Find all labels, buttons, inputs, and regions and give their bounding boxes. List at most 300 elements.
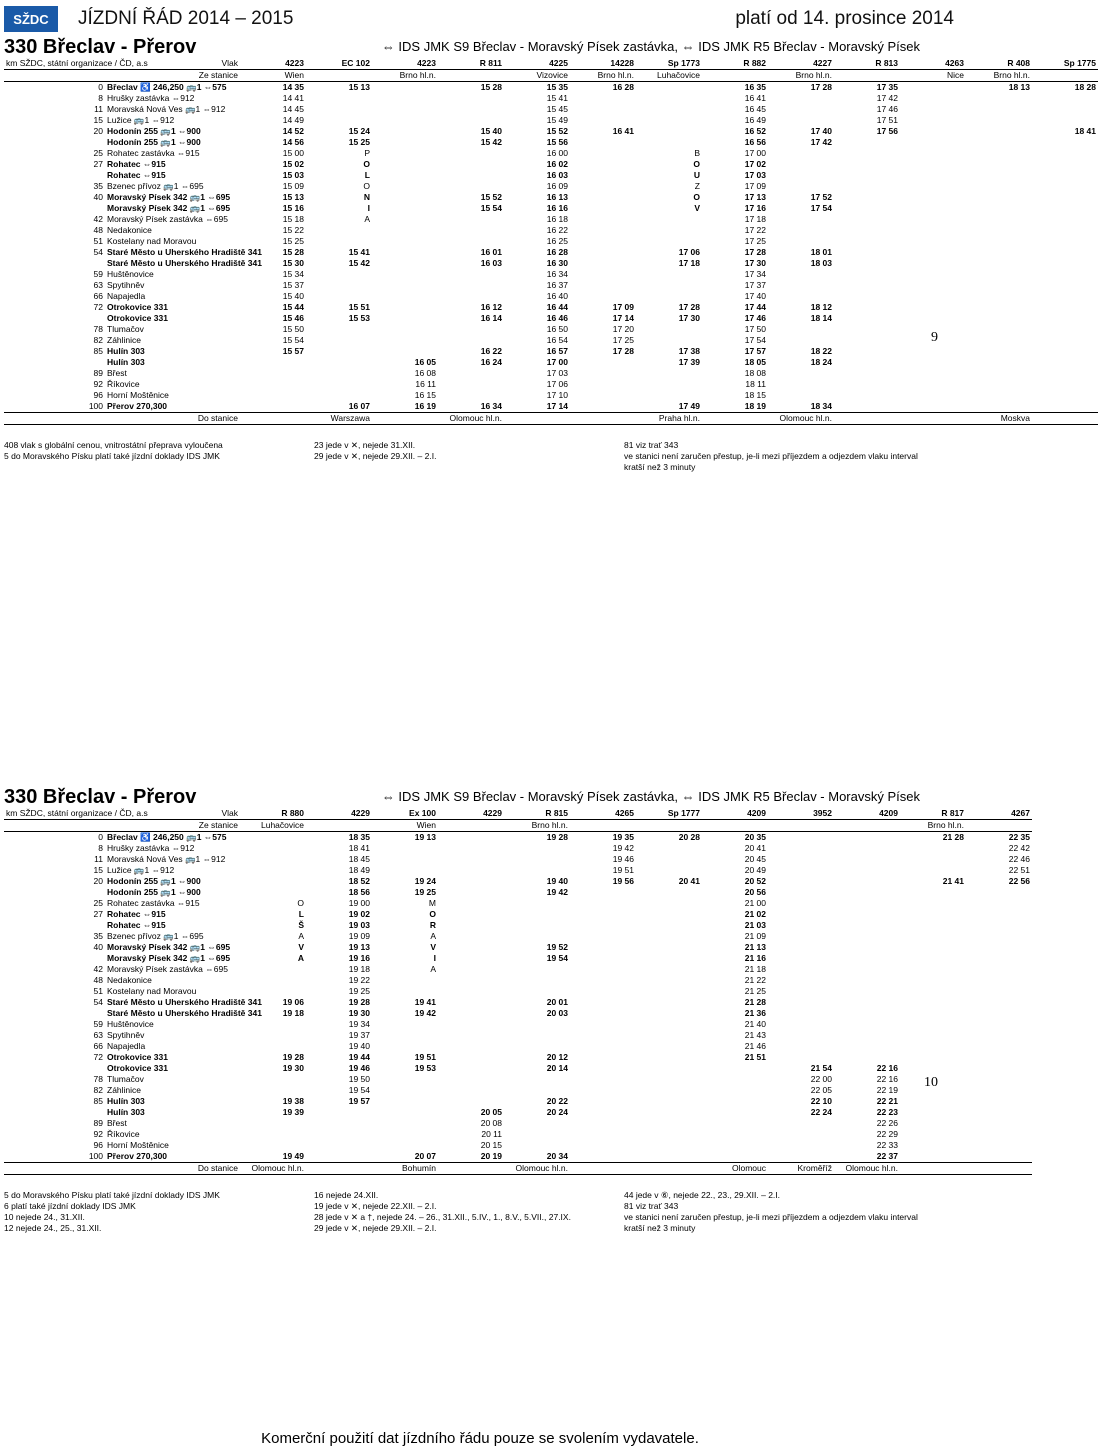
- departure-time: [570, 1129, 636, 1140]
- departure-time: [438, 931, 504, 942]
- km-value: [4, 313, 105, 324]
- departure-time: [834, 203, 900, 214]
- station-name: Hulín 303: [107, 1107, 145, 1117]
- departure-time: [900, 997, 966, 1008]
- station-row: [4, 909, 1032, 920]
- departure-time: 19 42: [612, 843, 634, 853]
- departure-time: [570, 192, 636, 203]
- departure-time: [1032, 291, 1098, 302]
- departure-time: [966, 1151, 1032, 1163]
- departure-time: [570, 280, 636, 291]
- departure-time: [504, 1019, 570, 1030]
- departure-time: [834, 1019, 900, 1030]
- departure-time: [900, 247, 966, 258]
- km-value: [4, 887, 105, 898]
- departure-time: 17 10: [546, 390, 568, 400]
- from-station: [306, 70, 372, 82]
- departure-time: 20 15: [480, 1140, 502, 1150]
- departure-time: [768, 148, 834, 159]
- station-name: Staré Město u Uherského Hradiště 341: [107, 997, 262, 1007]
- km-value: 51: [93, 236, 103, 246]
- departure-time: [966, 236, 1032, 247]
- departure-time: [240, 1085, 306, 1096]
- departure-time: [768, 1129, 834, 1140]
- departure-time: [768, 170, 834, 181]
- departure-time: [240, 1019, 306, 1030]
- station-name: Otrokovice 331: [107, 1063, 168, 1073]
- departure-time: [900, 1151, 966, 1163]
- departure-time: [768, 225, 834, 236]
- departure-time: 15 42: [480, 137, 502, 147]
- train-header-row: [4, 58, 1098, 70]
- departure-time: [966, 401, 1032, 413]
- departure-time: [834, 357, 900, 368]
- departure-time: 16 50: [546, 324, 568, 334]
- departure-time: [636, 126, 702, 137]
- km-value: 35: [93, 931, 103, 941]
- departure-time: I: [433, 953, 436, 963]
- departure-time: 20 35: [744, 832, 766, 842]
- departure-time: [900, 865, 966, 876]
- departure-time: 17 20: [612, 324, 634, 334]
- station-row: [4, 214, 1098, 225]
- departure-time: 22 23: [876, 1107, 898, 1117]
- departure-time: [570, 291, 636, 302]
- departure-time: [570, 1008, 636, 1019]
- departure-time: 18 56: [348, 887, 370, 897]
- station-name: Rohatec zastávka ⇔915: [107, 898, 200, 908]
- departure-time: [768, 997, 834, 1008]
- departure-time: [834, 247, 900, 258]
- departure-time: [504, 1074, 570, 1085]
- station-name: Rohatec ⇔915: [107, 920, 166, 930]
- station-row: [4, 931, 1032, 942]
- departure-time: [966, 1140, 1032, 1151]
- page-number-2: 10: [924, 1075, 938, 1090]
- departure-time: [900, 1118, 966, 1129]
- station-row: [4, 1140, 1032, 1151]
- departure-time: [966, 1063, 1032, 1074]
- station-row: [4, 1074, 1032, 1085]
- departure-time: [306, 225, 372, 236]
- km-value: 8: [98, 93, 103, 103]
- departure-time: [636, 1151, 702, 1163]
- departure-time: [900, 887, 966, 898]
- to-station: Olomouc hl.n.: [768, 413, 834, 425]
- from-station: Brno hl.n.: [372, 70, 438, 82]
- train-number: R 817: [900, 808, 966, 820]
- departure-time: 18 15: [744, 390, 766, 400]
- departure-time: 19 54: [348, 1085, 370, 1095]
- departure-time: Š: [298, 920, 304, 930]
- station-row: [4, 258, 1098, 269]
- departure-time: [372, 170, 438, 181]
- departure-time: 16 16: [546, 203, 568, 213]
- departure-time: [504, 909, 570, 920]
- station-name: Otrokovice 331: [107, 313, 168, 323]
- departure-time: 22 56: [1008, 876, 1030, 886]
- departure-time: 19 18: [282, 1008, 304, 1018]
- departure-time: [1032, 214, 1098, 225]
- departure-time: [1032, 159, 1098, 170]
- departure-time: [966, 291, 1032, 302]
- departure-time: 19 56: [612, 876, 634, 886]
- km-value: 82: [93, 1085, 103, 1095]
- departure-time: [768, 390, 834, 401]
- station-name: Hodonín 255 🚌1 ⇔900: [107, 137, 201, 147]
- to-station: [900, 1163, 966, 1175]
- departure-time: [306, 379, 372, 390]
- departure-time: 15 51: [348, 302, 370, 312]
- departure-time: [834, 170, 900, 181]
- departure-time: [306, 324, 372, 335]
- departure-time: [372, 181, 438, 192]
- departure-time: 22 26: [876, 1118, 898, 1128]
- departure-time: 19 46: [612, 854, 634, 864]
- station-name: Hodonín 255 🚌1 ⇔900: [107, 876, 201, 886]
- departure-time: [570, 401, 636, 413]
- departure-time: [768, 214, 834, 225]
- departure-time: 16 40: [546, 291, 568, 301]
- departure-time: [834, 832, 900, 844]
- departure-time: [372, 865, 438, 876]
- departure-time: 19 03: [348, 920, 370, 930]
- km-value: 96: [93, 390, 103, 400]
- departure-time: [438, 390, 504, 401]
- departure-time: [636, 269, 702, 280]
- train-number: 4209: [702, 808, 768, 820]
- departure-time: [966, 997, 1032, 1008]
- km-value: 59: [93, 269, 103, 279]
- departure-time: [372, 258, 438, 269]
- station-row: [4, 1008, 1032, 1019]
- footnote: 23 jede v ✕, nejede 31.XII.: [314, 440, 416, 450]
- station-row: [4, 975, 1032, 986]
- departure-time: [1032, 390, 1098, 401]
- departure-time: 14 52: [282, 126, 304, 136]
- departure-time: 20 03: [546, 1008, 568, 1018]
- station-row: [4, 192, 1098, 203]
- departure-time: 19 54: [546, 953, 568, 963]
- departure-time: [1032, 346, 1098, 357]
- departure-time: [768, 1019, 834, 1030]
- departure-time: [240, 854, 306, 865]
- departure-time: 17 46: [744, 313, 766, 323]
- departure-time: [438, 1052, 504, 1063]
- departure-time: [306, 1140, 372, 1151]
- departure-time: 16 41: [744, 93, 766, 103]
- departure-time: [570, 269, 636, 280]
- departure-time: 19 25: [414, 887, 436, 897]
- departure-time: 21 09: [744, 931, 766, 941]
- departure-time: 18 08: [744, 368, 766, 378]
- to-station: [504, 413, 570, 425]
- km-value: 25: [93, 898, 103, 908]
- departure-time: [570, 170, 636, 181]
- departure-time: [1032, 269, 1098, 280]
- timetable-1: [4, 58, 1096, 425]
- departure-time: 16 34: [480, 401, 502, 411]
- departure-time: 16 09: [546, 181, 568, 191]
- station-row: [4, 159, 1098, 170]
- footnote: 5 do Moravského Písku platí také jízdní doklady IDS JMK: [4, 451, 220, 461]
- departure-time: [504, 931, 570, 942]
- departure-time: 22 29: [876, 1129, 898, 1139]
- departure-time: 18 11: [745, 379, 766, 389]
- departure-time: [834, 159, 900, 170]
- departure-time: 15 37: [282, 280, 304, 290]
- departure-time: [438, 159, 504, 170]
- train-number: EC 102: [306, 58, 372, 70]
- departure-time: 16 37: [546, 280, 568, 290]
- departure-time: [1032, 181, 1098, 192]
- departure-time: [438, 1041, 504, 1052]
- departure-time: 18 05: [744, 357, 766, 367]
- departure-time: [966, 324, 1032, 335]
- departure-time: [900, 898, 966, 909]
- station-name: Záhlinice: [107, 335, 142, 345]
- to-station: Olomouc hl.n.: [240, 1163, 306, 1175]
- departure-time: [570, 887, 636, 898]
- km-value: 20: [93, 876, 103, 886]
- departure-time: [636, 1096, 702, 1107]
- departure-time: I: [367, 203, 370, 213]
- km-value: 48: [93, 975, 103, 985]
- departure-time: [504, 898, 570, 909]
- departure-time: [834, 1008, 900, 1019]
- departure-time: [900, 192, 966, 203]
- km-value: 42: [93, 964, 103, 974]
- notes-column: [4, 440, 304, 462]
- departure-time: [900, 1096, 966, 1107]
- departure-time: 21 28: [942, 832, 964, 842]
- departure-time: 19 57: [348, 1096, 370, 1106]
- km-value: 42: [93, 214, 103, 224]
- departure-time: [966, 368, 1032, 379]
- departure-time: 16 28: [546, 247, 568, 257]
- departure-time: [636, 390, 702, 401]
- departure-time: 22 00: [810, 1074, 832, 1084]
- station-name: Napajedla: [107, 291, 146, 301]
- departure-time: [1032, 379, 1098, 390]
- notes-1: [4, 440, 934, 480]
- departure-time: 17 54: [810, 203, 832, 213]
- departure-time: 21 40: [744, 1019, 766, 1029]
- departure-time: [768, 931, 834, 942]
- departure-time: 21 02: [744, 909, 766, 919]
- km-value: [4, 1008, 105, 1019]
- departure-time: 20 12: [546, 1052, 568, 1062]
- departure-time: [438, 1063, 504, 1074]
- departure-time: 17 00: [546, 357, 568, 367]
- departure-time: [372, 1074, 438, 1085]
- to-station: [372, 413, 438, 425]
- departure-time: [1032, 401, 1098, 413]
- to-label: Do stanice: [4, 413, 240, 425]
- to-station: [636, 1163, 702, 1175]
- departure-time: 19 51: [414, 1052, 436, 1062]
- to-station: [438, 1163, 504, 1175]
- departure-time: [570, 1074, 636, 1085]
- header-label: km SŽDC, státní organizace / ČD, a.s: [4, 808, 206, 820]
- departure-time: [636, 280, 702, 291]
- departure-time: 17 39: [678, 357, 700, 367]
- departure-time: 17 38: [678, 346, 700, 356]
- footnote: 408 vlak s globální cenou, vnitrostátní přeprava vyloučena: [4, 440, 223, 450]
- departure-time: [900, 1019, 966, 1030]
- station-name: Záhlinice: [107, 1085, 142, 1095]
- departure-time: 20 41: [744, 843, 766, 853]
- route-bar-1: [0, 36, 960, 58]
- departure-time: [768, 159, 834, 170]
- departure-time: [372, 335, 438, 346]
- departure-time: [966, 170, 1032, 181]
- departure-time: O: [693, 159, 700, 169]
- from-label: Ze stanice: [4, 820, 240, 832]
- departure-time: [504, 964, 570, 975]
- departure-time: 18 19: [744, 401, 766, 411]
- departure-time: 16 13: [546, 192, 568, 202]
- train-number: Sp 1777: [636, 808, 702, 820]
- train-number: 4209: [834, 808, 900, 820]
- departure-time: 17 06: [546, 379, 568, 389]
- departure-time: [306, 269, 372, 280]
- footnote: 81 viz trať 343: [624, 1201, 679, 1211]
- departure-time: [702, 1085, 768, 1096]
- departure-time: [438, 291, 504, 302]
- departure-time: [372, 192, 438, 203]
- departure-time: [570, 1063, 636, 1074]
- departure-time: 17 03: [546, 368, 568, 378]
- departure-time: [834, 379, 900, 390]
- departure-time: [900, 313, 966, 324]
- train-number: 14228: [570, 58, 636, 70]
- departure-time: 14 41: [282, 93, 304, 103]
- departure-time: 21 18: [744, 964, 766, 974]
- departure-time: [768, 876, 834, 887]
- station-row: [4, 997, 1032, 1008]
- station-row: [4, 843, 1032, 854]
- departure-time: [900, 82, 966, 94]
- km-value: 66: [93, 291, 103, 301]
- departure-time: 19 38: [282, 1096, 304, 1106]
- departure-time: [768, 291, 834, 302]
- departure-time: [372, 203, 438, 214]
- departure-time: 14 49: [282, 115, 304, 125]
- departure-time: 17 09: [612, 302, 634, 312]
- km-value: 63: [93, 280, 103, 290]
- to-station: [306, 1163, 372, 1175]
- departure-time: [636, 1019, 702, 1030]
- departure-time: 16 46: [546, 313, 568, 323]
- from-station: Luhačovice: [636, 70, 702, 82]
- departure-time: [768, 324, 834, 335]
- departure-time: 20 56: [744, 887, 766, 897]
- departure-time: [438, 898, 504, 909]
- km-value: 59: [93, 1019, 103, 1029]
- departure-time: 18 41: [1074, 126, 1096, 136]
- departure-time: [570, 159, 636, 170]
- station-name: Moravský Písek 342 🚌1 ⇔695: [107, 203, 231, 213]
- departure-time: 15 50: [282, 324, 304, 334]
- departure-time: 17 13: [744, 192, 766, 202]
- departure-time: [570, 115, 636, 126]
- departure-time: [636, 909, 702, 920]
- from-station-row: [4, 70, 1098, 82]
- departure-time: 16 44: [546, 302, 568, 312]
- departure-time: 21 03: [744, 920, 766, 930]
- departure-time: [834, 942, 900, 953]
- departure-time: 17 44: [744, 302, 766, 312]
- departure-time: [636, 920, 702, 931]
- departure-time: [834, 313, 900, 324]
- departure-time: [504, 854, 570, 865]
- departure-time: 19 35: [612, 832, 634, 842]
- station-row: [4, 247, 1098, 258]
- departure-time: Z: [694, 181, 700, 191]
- departure-time: [834, 975, 900, 986]
- station-row: [4, 368, 1098, 379]
- departure-time: [240, 1074, 306, 1085]
- departure-time: [372, 1107, 438, 1118]
- departure-time: 17 14: [612, 313, 634, 323]
- departure-time: L: [298, 909, 304, 919]
- departure-time: 18 28: [1074, 82, 1096, 92]
- notes-column: [4, 1190, 304, 1234]
- station-row: [4, 986, 1032, 997]
- footer-note: Komerční použití dat jízdního řádu pouze se svolením vydavatele.: [261, 1430, 699, 1447]
- route-number: 330 Břeclav - Přerov: [4, 786, 197, 808]
- station-row: [4, 269, 1098, 280]
- departure-time: [900, 390, 966, 401]
- departure-time: R: [429, 920, 436, 930]
- departure-time: [1032, 148, 1098, 159]
- departure-time: [966, 390, 1032, 401]
- departure-time: 16 08: [414, 368, 436, 378]
- departure-time: [900, 115, 966, 126]
- departure-time: 18 03: [810, 258, 832, 268]
- departure-time: [570, 986, 636, 997]
- departure-time: [966, 93, 1032, 104]
- station-row: [4, 1019, 1032, 1030]
- departure-time: [1032, 258, 1098, 269]
- departure-time: P: [364, 148, 370, 158]
- train-label: Vlak: [206, 808, 240, 820]
- departure-time: 15 16: [282, 203, 304, 213]
- departure-time: [834, 181, 900, 192]
- departure-time: [768, 236, 834, 247]
- departure-time: [570, 964, 636, 975]
- departure-time: 15 41: [546, 93, 568, 103]
- departure-time: [768, 280, 834, 291]
- train-number: 4225: [504, 58, 570, 70]
- departure-time: [966, 313, 1032, 324]
- departure-time: [504, 1140, 570, 1151]
- departure-time: [834, 1030, 900, 1041]
- departure-time: [966, 1019, 1032, 1030]
- departure-time: [966, 258, 1032, 269]
- station-name: Rohatec zastávka ⇔915: [107, 148, 200, 158]
- departure-time: 19 24: [414, 876, 436, 886]
- departure-time: [636, 1129, 702, 1140]
- departure-time: [306, 93, 372, 104]
- departure-time: [570, 997, 636, 1008]
- departure-time: [438, 335, 504, 346]
- departure-time: [636, 115, 702, 126]
- departure-time: [504, 1129, 570, 1140]
- departure-time: 20 07: [414, 1151, 436, 1161]
- departure-time: [240, 887, 306, 898]
